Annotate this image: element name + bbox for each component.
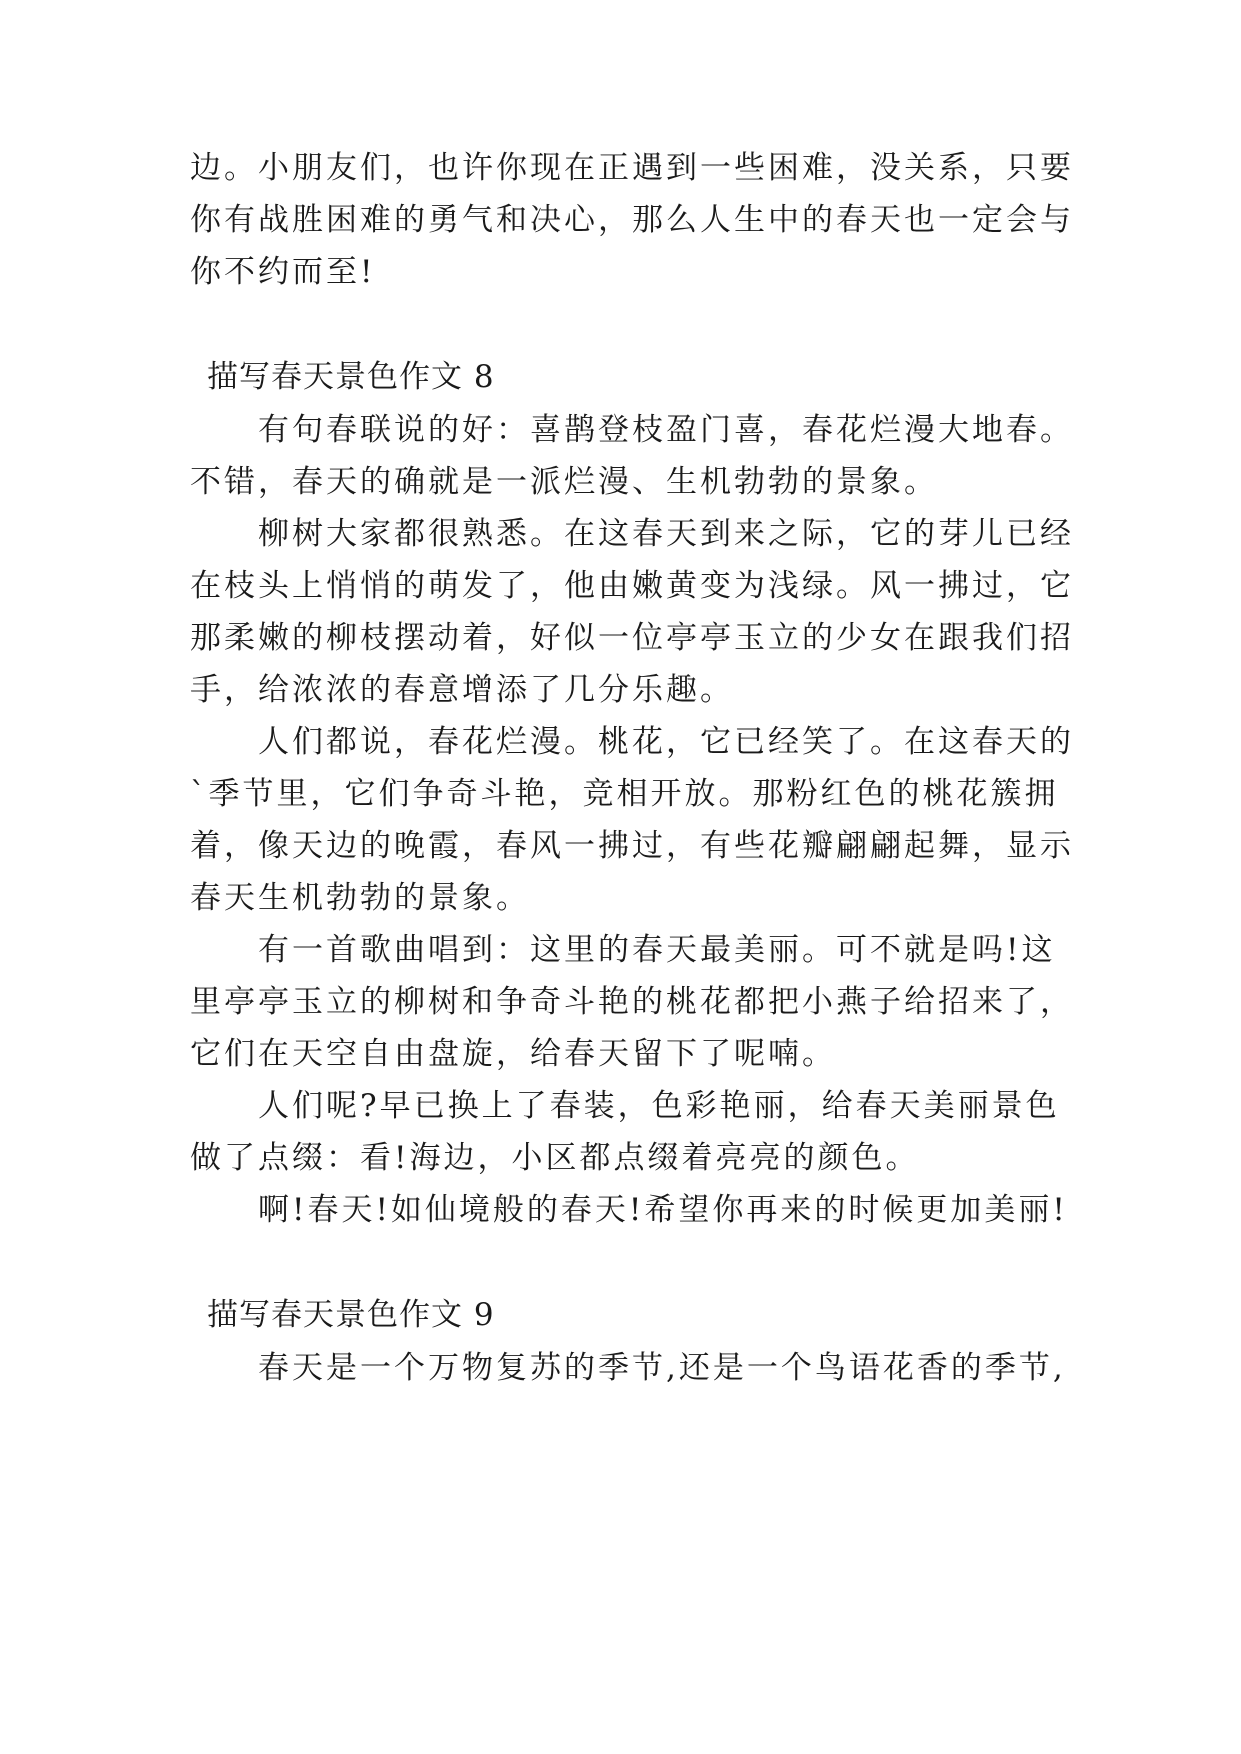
essay-8-line-14: 人们呢?早已换上了春装，色彩艳丽，给春天美丽景色 bbox=[258, 1088, 1060, 1124]
intro-line-2: 你有战胜困难的勇气和决心，那么人生中的春天也一定会与 bbox=[190, 202, 1074, 238]
essay-8-line-2: 不错，春天的确就是一派烂漫、生机勃勃的景象。 bbox=[190, 464, 938, 500]
intro-line-1: 边。小朋友们，也许你现在正遇到一些困难，没关系，只要 bbox=[190, 150, 1074, 186]
essay-8-line-13: 它们在天空自由盘旋，给春天留下了呢喃。 bbox=[190, 1036, 836, 1072]
essay-8-line-12: 里亭亭玉立的柳树和争奇斗艳的桃花都把小燕子给招来了， bbox=[190, 984, 1074, 1020]
essay-8-line-10: 春天生机勃勃的景象。 bbox=[190, 880, 530, 916]
essay-8-line-3: 柳树大家都很熟悉。在这春天到来之际，它的芽儿已经 bbox=[258, 516, 1074, 552]
essay-8-line-11: 有一首歌曲唱到：这里的春天最美丽。可不就是吗!这 bbox=[258, 932, 1056, 968]
essay-9-line-1: 春天是一个万物复苏的季节,还是一个鸟语花香的季节, bbox=[258, 1350, 1066, 1386]
essay-8-line-9: 着，像天边的晚霞，春风一拂过，有些花瓣翩翩起舞，显示 bbox=[190, 828, 1074, 864]
essay-8-line-4: 在枝头上悄悄的萌发了，他由嫩黄变为浅绿。风一拂过，它 bbox=[190, 568, 1074, 604]
essay-8-line-7: 人们都说，春花烂漫。桃花，它已经笑了。在这春天的 bbox=[258, 724, 1074, 760]
intro-line-3: 你不约而至! bbox=[190, 254, 376, 290]
essay-8-line-6: 手，给浓浓的春意增添了几分乐趣。 bbox=[190, 672, 734, 708]
essay-8-heading: 描写春天景色作文 8 bbox=[207, 359, 495, 395]
essay-9-heading: 描写春天景色作文 9 bbox=[207, 1297, 495, 1333]
essay-8-line-16: 啊!春天!如仙境般的春天!希望你再来的时候更加美丽! bbox=[258, 1192, 1068, 1228]
essay-8-line-15: 做了点缀：看!海边，小区都点缀着亮亮的颜色。 bbox=[190, 1140, 920, 1176]
essay-8-line-5: 那柔嫩的柳枝摆动着，好似一位亭亭玉立的少女在跟我们招 bbox=[190, 620, 1074, 656]
essay-8-line-8: `季节里，它们争奇斗艳，竞相开放。那粉红色的桃花簇拥 bbox=[190, 776, 1059, 812]
essay-8-line-1: 有句春联说的好：喜鹊登枝盈门喜，春花烂漫大地春。 bbox=[258, 412, 1074, 448]
